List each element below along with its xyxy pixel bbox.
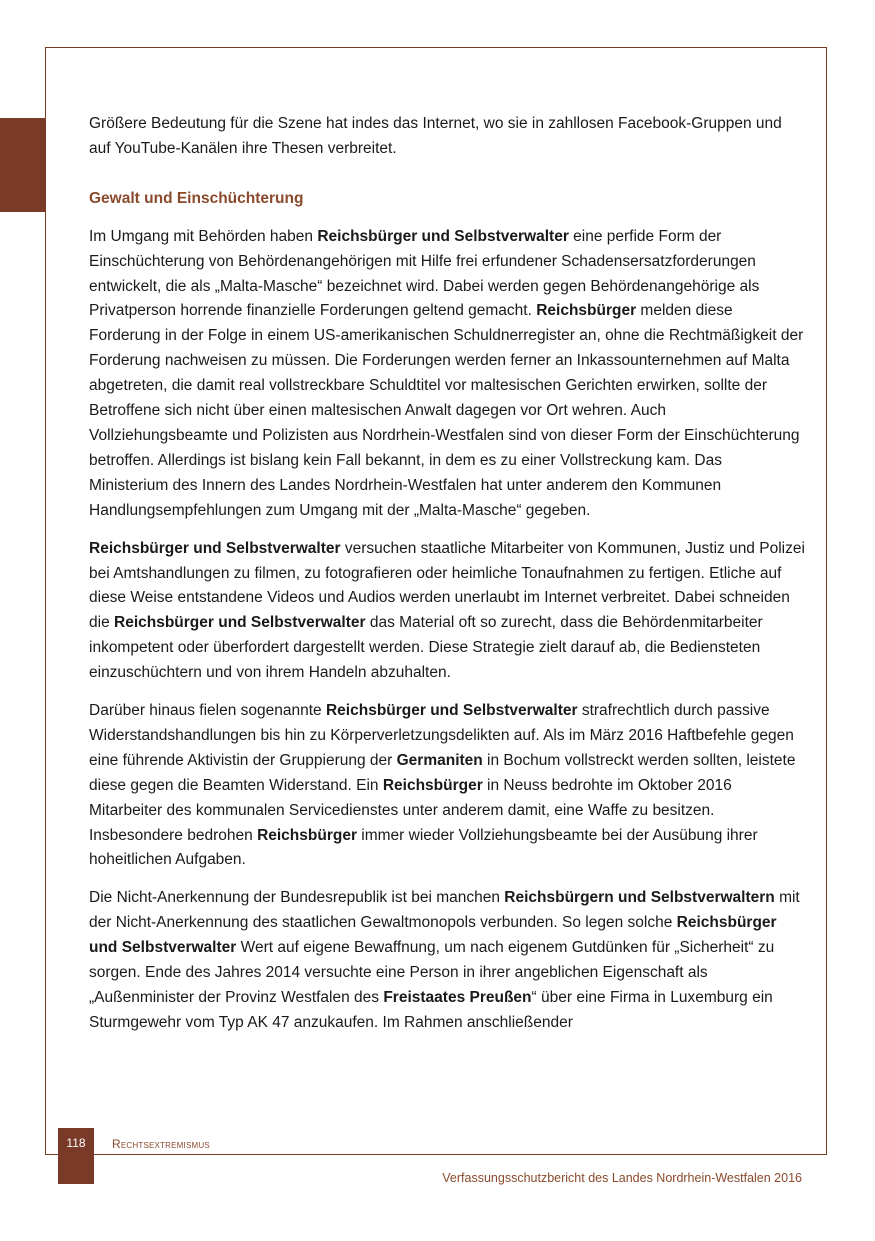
text-run: Darüber hinaus fielen sogenannte [89,702,326,720]
text-run: versuchen staatliche Mitarbeiter von Kommunen, Justiz und Polizei bei Amtshandlungen zu filmen, zu fotografieren oder heimliche Tonaufnahmen zu fertigen. Etliche auf diese Weise entstandene Videos und Audios werden unerlaubt im Internet verbreitet. Dabei schneiden die [89,539,805,632]
bold-term: Reichsbürger und Selbstverwalter [89,539,341,557]
text-run: Die Nicht-Anerkennung der Bundesrepublik ist bei manchen [89,889,505,907]
text-run: strafrechtlich durch passive Widerstandshandlungen bis hin zu Körperverletzungsdelikten auf. Als im März 2016 Haftbefehle gegen eine führende Aktivistin der Gruppierung der [89,702,794,769]
text-run: das Material oft so zurecht, dass die Behördenmitarbeiter inkompetent oder überfordert dargestellt werden. Diese Strategie zielt darauf ab, die Bediensteten einzuschüchtern und von ihrem Handeln abzuhalten. [89,614,763,682]
bold-term: Reichsbürger und Selbstverwalter [317,227,569,245]
bold-term: Freistaates Preußen [383,989,532,1006]
bold-term: Reichsbürger [536,302,637,320]
text-run: Wert auf eigene Bewaffnung, um nach eigenem Gutdünken für „Sicherheit“ zu sorgen. Ende des Jahres 2014 versuchte eine Person in ihrer angeblichen Eigenschaft als „Außenminister der Provinz Westfalen des [89,939,775,1006]
section-heading: Gewalt und Einschüchterung [89,189,304,207]
bold-term: Reichsbürger und Selbstverwalter [89,914,777,957]
publication-title: Verfassungsschutzbericht des Landes Nordrhein-Westfalen 2016 [442,1171,802,1185]
paragraph [89,699,805,873]
paragraph [89,886,805,1035]
text-run: eine perfide Form der Einschüchterung von Behördenangehörigen mit Hilfe frei erfundener Schadensersatzforderungen entwickelt, die als „Malta-Masche“ bezeichnet wird. Dabei werden gegen Behördenangehörige als Privatperson horrende finanzielle Forderungen geltend gemacht. [89,227,760,320]
paragraph [89,112,805,162]
paragraph [89,225,805,524]
bold-term: Reichsbürger [257,826,357,844]
text-run: immer wieder Vollziehungsbeamte bei der Ausübung ihrer hoheitlichen Aufgaben. [89,826,758,869]
text-run: “ über eine Firma in Luxemburg ein Sturmgewehr vom Typ AK 47 anzukaufen. Im Rahmen anschließender [89,989,773,1031]
text-run: in Bochum vollstreckt werden sollten, leistete diese gegen die Beamten Widerstand. Ein [89,751,796,794]
page-number: 118 [66,1136,86,1150]
paragraph [89,537,805,686]
bold-term: Reichsbürger und Selbstverwalter [114,614,366,632]
text-run: Im Umgang mit Behörden haben [89,227,318,245]
bold-term: Reichsbürger und Selbstverwalter [325,702,578,720]
text-run: mit der Nicht-Anerkennung des staatlichen Gewaltmonopols verbunden. So legen solche [89,889,800,932]
text-run: in Neuss bedrohte im Oktober 2016 Mitarbeiter des kommunalen Servicedienstes unter anderem damit, eine Waffe zu besitzen. Insbesondere bedrohen [89,776,732,844]
bold-term: Germaniten [396,751,483,769]
text-run: melden diese Forderung in der Folge in einem US-amerikanischen Schuldnerregister an, ohne die Rechtmäßigkeit der Forderung nachweisen zu müssen. Die Forderungen werden ferner an Inkassounternehmen auf Malta abgetreten, die damit real vollstreckbare Schuldtitel vor maltesischen Gerichten erwirken, sollte der Betroffene sich nicht über einen maltesischen Anwalt dagegen vor Ort wehren. Auch Vollziehungsbeamte und Polizisten aus Nordrhein-Westfalen sind von dieser Form der Einschüchterung betroffen. Allerdings ist bislang kein Fall bekannt, in dem es zu einer Vollstreckung kam. Das Ministerium des Innern des Landes Nordrhein-Westfalen hat unter anderem den Kommunen Handlungsempfehlungen zum Umgang mit der „Malta-Masche“ gegeben. [89,302,804,519]
chapter-tab-marker [0,118,45,212]
text-run: Größere Bedeutung für die Szene hat indes das Internet, wo sie in zahllosen Facebook-Gruppen und auf YouTube-Kanälen ihre Thesen verbreitet. [89,115,782,157]
running-section-title: Rechtsextremismus [112,1137,210,1151]
main-content [89,112,805,1049]
bold-term: Reichsbürgern und Selbstverwaltern [504,889,775,907]
bold-term: Reichsbürger [382,776,483,794]
